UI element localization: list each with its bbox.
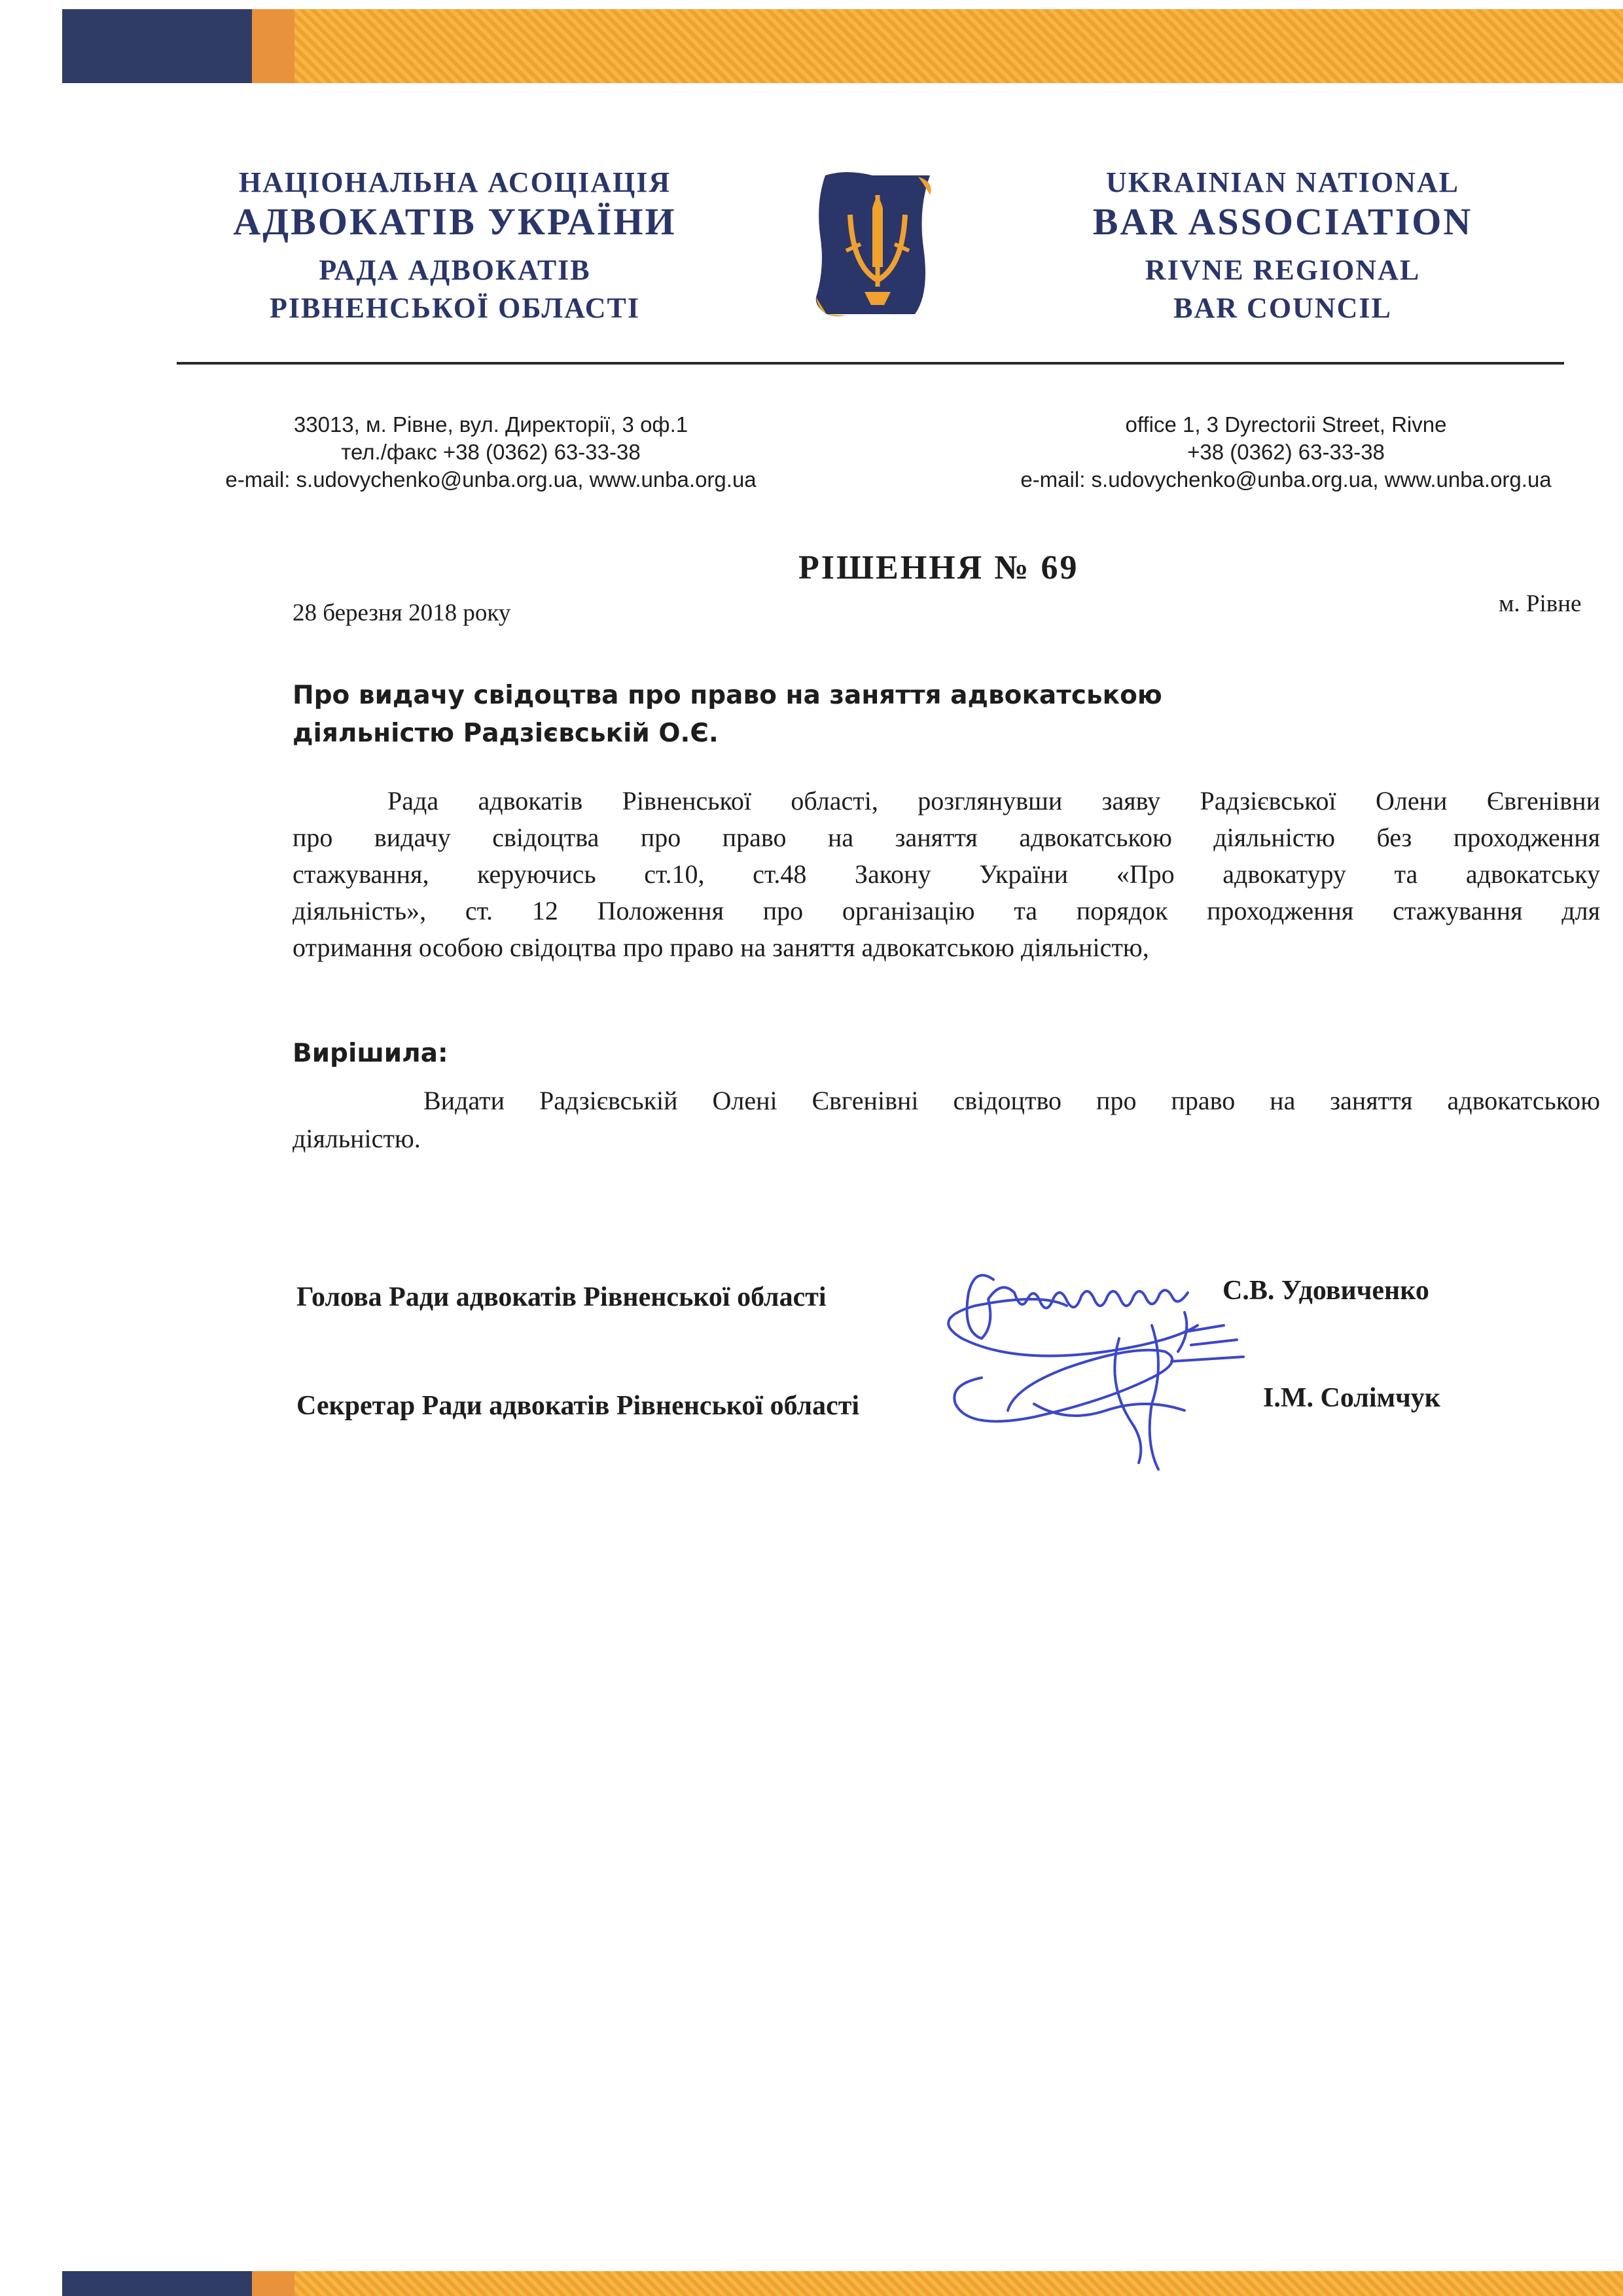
contact-left-email: e-mail: s.udovychenko@unba.org.ua, www.unba.org.ua — [225, 467, 757, 492]
body-line-4: діяльність», ст. 12 Положення про організацію та порядок проходження стажування для — [293, 896, 1600, 925]
resolved-label: Вирішила: — [293, 1039, 448, 1068]
contact-left-phone: тел./факс +38 (0362) 63-33-38 — [341, 440, 641, 464]
body-line-1: Рада адвокатів Рівненської області, розглянувши заяву Радзієвської Олени Євгенівни — [387, 786, 1600, 816]
body-line-2: про видачу свідоцтва про право на заняття адвокатською діяльністю без проходження — [293, 823, 1600, 852]
letterhead-right-line-2: BAR ASSOCIATION — [1092, 200, 1473, 243]
contact-left-address: 33013, м. Рівне, вул. Директорії, 3 оф.1 — [293, 412, 688, 437]
stripe-orange-segment — [252, 2271, 294, 2296]
stripe-gold-segment — [294, 9, 1623, 83]
subject-line-2: діяльністю Радзієвській О.Є. — [293, 719, 719, 748]
subject-line-1: Про видачу свідоцтва про право на заняття адвокатською — [293, 681, 1162, 710]
contact-right-address: office 1, 3 Dyrectorii Street, Rivne — [1125, 412, 1447, 437]
letterhead-left-line-3: РАДА АДВОКАТІВ — [319, 254, 591, 286]
top-decorative-stripe — [62, 9, 1623, 83]
letterhead-right-line-1: UKRAINIAN NATIONAL — [1105, 166, 1459, 198]
letterhead-left-line-2: АДВОКАТІВ УКРАЇНИ — [233, 200, 677, 243]
stripe-gold-segment — [294, 2271, 1623, 2296]
chairman-position: Голова Ради адвокатів Рівненської області — [296, 1282, 827, 1312]
stripe-dark-segment — [62, 2271, 252, 2296]
body-line-3: стажування, керуючись ст.10, ст.48 Закону України «Про адвокатуру та адвокатську — [293, 859, 1600, 889]
letterhead-left-line-1: НАЦІОНАЛЬНА АСОЦІАЦІЯ — [238, 166, 671, 198]
resolution-line-1: Видати Радзієвській Олені Євгенівні свідоцтво про право на заняття адвокатською — [423, 1086, 1600, 1115]
letterhead-left-line-4: РІВНЕНСЬКОЇ ОБЛАСТІ — [270, 292, 640, 324]
decision-date: 28 березня 2018 року — [293, 600, 511, 626]
resolution-line-2: діяльністю. — [293, 1124, 421, 1153]
secretary-name: І.М. Солімчук — [1263, 1383, 1440, 1413]
body-line-5: отримання особою свідоцтва про право на заняття адвокатською діяльністю, — [293, 933, 1149, 962]
trident-scroll-icon — [807, 169, 938, 321]
stripe-orange-segment — [252, 9, 294, 83]
handwritten-signatures — [936, 1253, 1276, 1502]
secretary-position: Секретар Ради адвокатів Рівненської області — [296, 1391, 860, 1421]
decision-city: м. Рівне — [1499, 590, 1582, 617]
letterhead-right-line-4: BAR COUNCIL — [1173, 292, 1392, 324]
decision-title: РІШЕННЯ № 69 — [798, 549, 1079, 586]
contact-right-email: e-mail: s.udovychenko@unba.org.ua, www.unba.org.ua — [1020, 467, 1552, 492]
bottom-decorative-stripe — [62, 2271, 1623, 2296]
letterhead-divider — [177, 362, 1564, 365]
contact-right-phone: +38 (0362) 63-33-38 — [1187, 440, 1385, 464]
letterhead-right-line-3: RIVNE REGIONAL — [1145, 254, 1421, 286]
chairman-name: С.В. Удовиченко — [1222, 1276, 1429, 1306]
stripe-dark-segment — [62, 9, 252, 83]
